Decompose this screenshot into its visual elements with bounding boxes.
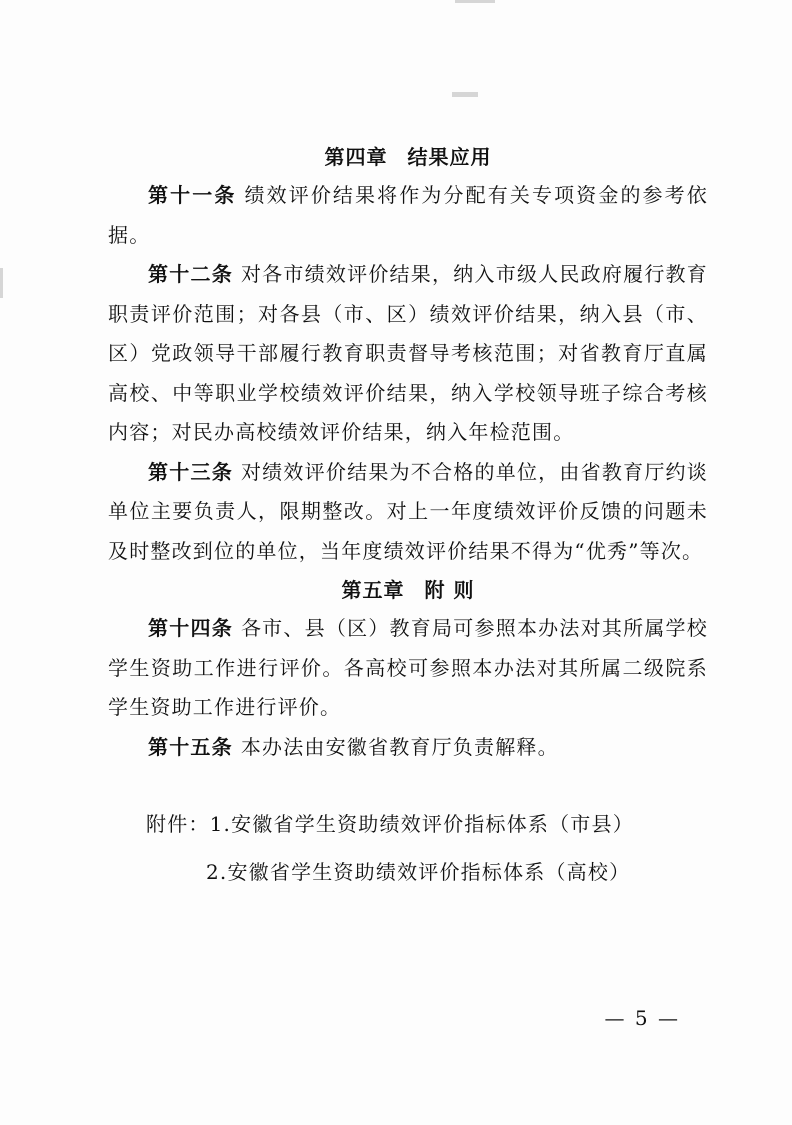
chapter-five-heading	[108, 571, 708, 609]
attachment-item-2: 2.安徽省学生资助绩效评价指标体系（高校）	[206, 860, 631, 884]
article-15-text: 本办法由安徽省教育厅负责解释。	[240, 734, 559, 759]
document-body	[108, 138, 708, 767]
scan-mark-hole	[452, 92, 478, 97]
chapter-four-number: 第四章	[324, 145, 388, 169]
article-11	[108, 176, 708, 255]
article-14-text: 各市、县（区）教育局可参照本办法对其所属学校学生资助工作进行评价。各高校可参照本办法对其所属二级院系学生资助工作进行评价。	[108, 616, 708, 719]
article-11-text: 绩效评价结果将作为分配有关专项资金的参考依据。	[108, 183, 708, 247]
attachment-item-1: 1.安徽省学生资助绩效评价指标体系（市县）	[209, 812, 634, 836]
page-number: — 5 —	[604, 1006, 680, 1030]
attachment-line-2	[206, 856, 630, 885]
attachment-line-1	[146, 808, 634, 837]
article-13-text: 对绩效评价结果为不合格的单位，由省教育厅约谈单位主要负责人，限期整改。对上一年度绩效评价反馈的问题未及时整改到位的单位，当年度绩效评价结果不得为“优秀”等次。	[108, 459, 708, 563]
chapter-five-title: 附 则	[424, 578, 475, 602]
article-14-number: 第十四条	[148, 616, 233, 640]
article-11-number: 第十一条	[148, 183, 237, 207]
article-12-text: 对各市绩效评价结果，纳入市级人民政府履行教育职责评价范围；对各县（市、区）绩效评价结果，纳入县（市、区）党政领导干部履行教育职责督导考核范围；对省教育厅直属高校、中等职业学校绩效评价结果，纳入学校领导班子综合考核内容；对民办高校绩效评价结果，纳入年检范围。	[108, 262, 708, 444]
chapter-five-number: 第五章	[341, 578, 405, 602]
article-12	[108, 255, 708, 453]
article-13-number: 第十三条	[148, 459, 233, 484]
attachment-label: 附件：	[146, 812, 210, 836]
article-15-number: 第十五条	[148, 734, 233, 759]
chapter-four-heading	[108, 138, 708, 176]
article-13	[108, 453, 708, 572]
chapter-four-title: 结果应用	[407, 145, 492, 169]
article-12-number: 第十二条	[148, 262, 233, 286]
article-14	[108, 609, 708, 728]
scan-mark-top	[455, 0, 495, 3]
article-15	[108, 728, 708, 768]
scan-mark-left	[0, 268, 3, 298]
